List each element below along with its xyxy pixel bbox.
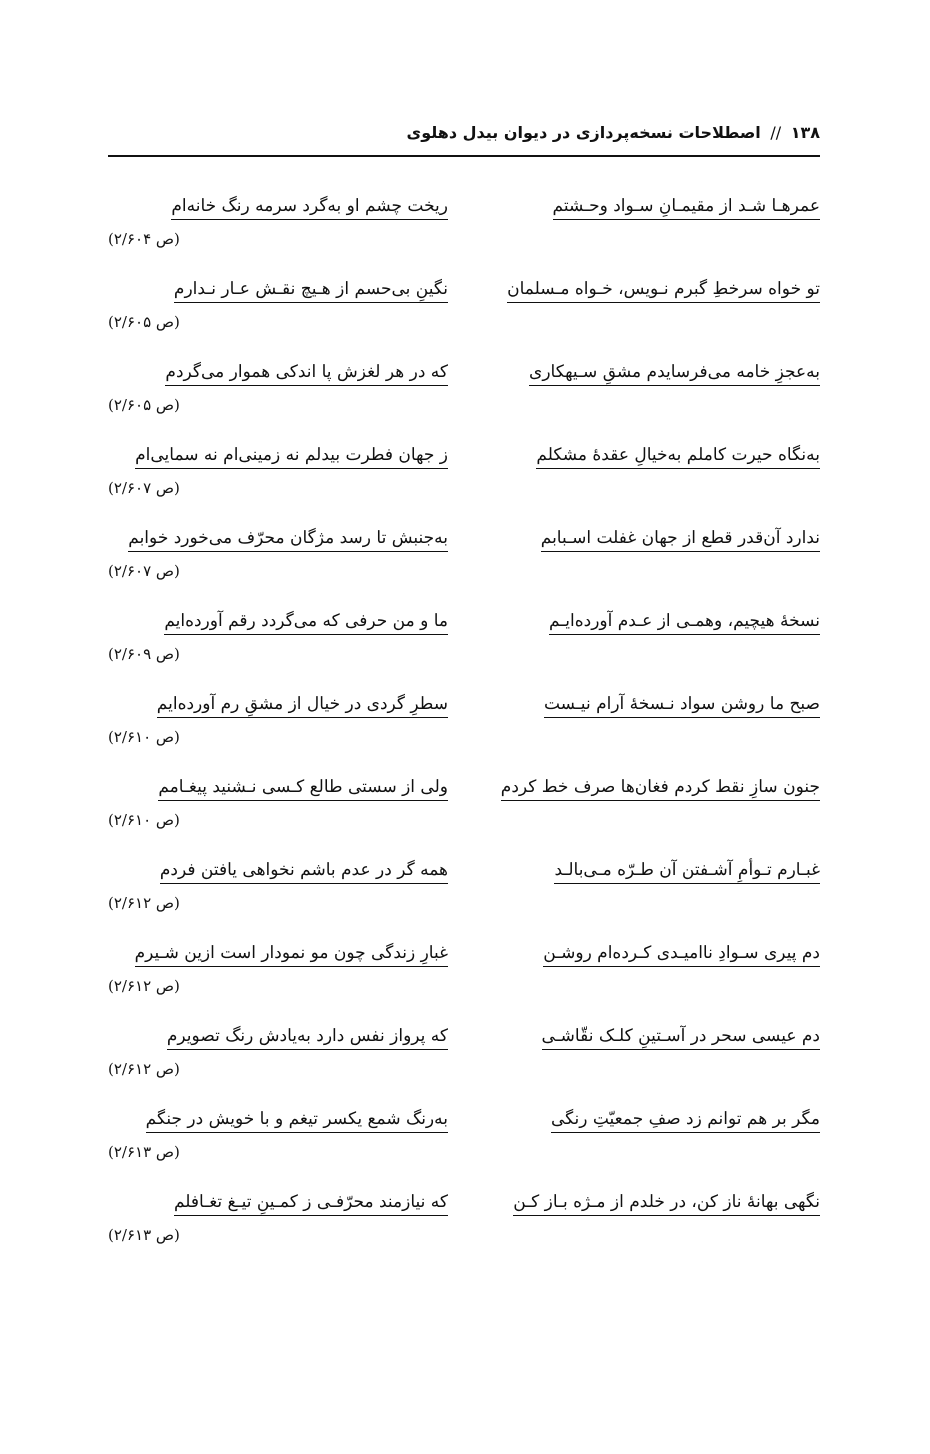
- first-hemistich: به‌عجزِ خامه می‌فرسایدم مشقِ سـیهکاری: [480, 356, 820, 388]
- verse: [108, 356, 820, 439]
- second-hemistich: غبارِ زندگی چون مو نمودار است ازین شـیرم: [108, 937, 448, 969]
- page-reference: (ص ۲/۶۱۳): [108, 1226, 180, 1244]
- verse: [108, 190, 820, 273]
- first-hemistich: دم پیری سـوادِ ناامیـدی کـرده‌ام روشـن: [480, 937, 820, 969]
- second-hemistich: که نیازمند محرّفـی ز کمـینِ تیـغ تغـافلم: [108, 1186, 448, 1218]
- verse: [108, 522, 820, 605]
- second-hemistich: که در هر لغزش پا اندکی هموار می‌گردم: [108, 356, 448, 388]
- page-reference: (ص ۲/۶۰۵): [108, 313, 180, 331]
- first-hemistich: صبح ما روشن سواد نـسخهٔ آرام نیـست: [480, 688, 820, 720]
- second-hemistich: به‌رنگ شمع یکسر تیغم و با خویش در جنگم: [108, 1103, 448, 1135]
- page-reference: (ص ۲/۶۱۲): [108, 894, 180, 912]
- verse: [108, 1186, 820, 1269]
- page-reference: (ص ۲/۶۰۷): [108, 562, 180, 580]
- header-separator: //: [770, 123, 782, 142]
- page-reference: (ص ۲/۶۰۵): [108, 396, 180, 414]
- first-hemistich: مگر بر هم توانم زد صفِ جمعیّتِ رنگی: [480, 1103, 820, 1135]
- first-hemistich: دم عیسی سحر در آسـتینِ کلـک نقّاشـی: [480, 1020, 820, 1052]
- second-hemistich: ولی از سستی طالع کـسی نـشنید پیغـامم: [108, 771, 448, 803]
- verse: [108, 771, 820, 854]
- verse: [108, 439, 820, 522]
- page-reference: (ص ۲/۶۱۳): [108, 1143, 180, 1161]
- page-number: ۱۳۸: [790, 123, 820, 142]
- verse: [108, 273, 820, 356]
- second-hemistich: نگینِ بی‌حسم از هـیچ نقـش عـار نـدارم: [108, 273, 448, 305]
- page-reference: (ص ۲/۶۰۷): [108, 479, 180, 497]
- second-hemistich: به‌جنبش تا رسد مژگان محرّف می‌خورد خوابم: [108, 522, 448, 554]
- verse: [108, 688, 820, 771]
- first-hemistich: ندارد آن‌قدر قطع از جهان غفلت اسـبابم: [480, 522, 820, 554]
- second-hemistich: ز جهان فطرت بیدلم نه زمینی‌ام نه سمایی‌ام: [108, 439, 448, 471]
- page-reference: (ص ۲/۶۱۲): [108, 1060, 180, 1078]
- first-hemistich: عمرهـا شـد از مقیمـانِ سـواد وحـشتم: [480, 190, 820, 222]
- verse: [108, 854, 820, 937]
- verse: [108, 1020, 820, 1103]
- first-hemistich: نسخهٔ هیچیم، وهمـی از عـدم آورده‌ایـم: [480, 605, 820, 637]
- page-reference: (ص ۲/۶۱۰): [108, 811, 180, 829]
- first-hemistich: غبـارم تـوأمِ آشـفتن آن طـرّه مـی‌بالـد: [480, 854, 820, 886]
- page-reference: (ص ۲/۶۰۴): [108, 230, 180, 248]
- first-hemistich: تو خواه سرخطِ گبرم نـویس، خـواه مـسلمان: [480, 273, 820, 305]
- verse-list: [108, 190, 820, 1269]
- running-head: [108, 118, 820, 148]
- page-reference: (ص ۲/۶۱۰): [108, 728, 180, 746]
- verse: [108, 605, 820, 688]
- page-reference: (ص ۲/۶۰۹): [108, 645, 180, 663]
- verse: [108, 1103, 820, 1186]
- second-hemistich: سطرِ گردی در خیال از مشقِ رم آورده‌ایم: [108, 688, 448, 720]
- verse: [108, 937, 820, 1020]
- second-hemistich: که پرواز نفس دارد به‌یادش رنگ تصویرم: [108, 1020, 448, 1052]
- running-title: اصطلاحات نسخه‌پردازی در دیوان بیدل دهلوی: [406, 123, 761, 142]
- first-hemistich: نگهی بهانهٔ ناز کن، در خلدم از مـژه بـاز کـن: [480, 1186, 820, 1218]
- second-hemistich: ریخت چشم او به‌گرد سرمه رنگ خانه‌ام: [108, 190, 448, 222]
- first-hemistich: جنون سازِ نقط کردم فغان‌ها صرف خط کردم: [480, 771, 820, 803]
- second-hemistich: همه گر در عدم باشم نخواهی یافتن فردم: [108, 854, 448, 886]
- second-hemistich: ما و من حرفی که می‌گردد رقم آورده‌ایم: [108, 605, 448, 637]
- header-rule: [108, 155, 820, 157]
- first-hemistich: به‌نگاه حیرت کاملم به‌خیالِ عقدهٔ مشکلم: [480, 439, 820, 471]
- page-reference: (ص ۲/۶۱۲): [108, 977, 180, 995]
